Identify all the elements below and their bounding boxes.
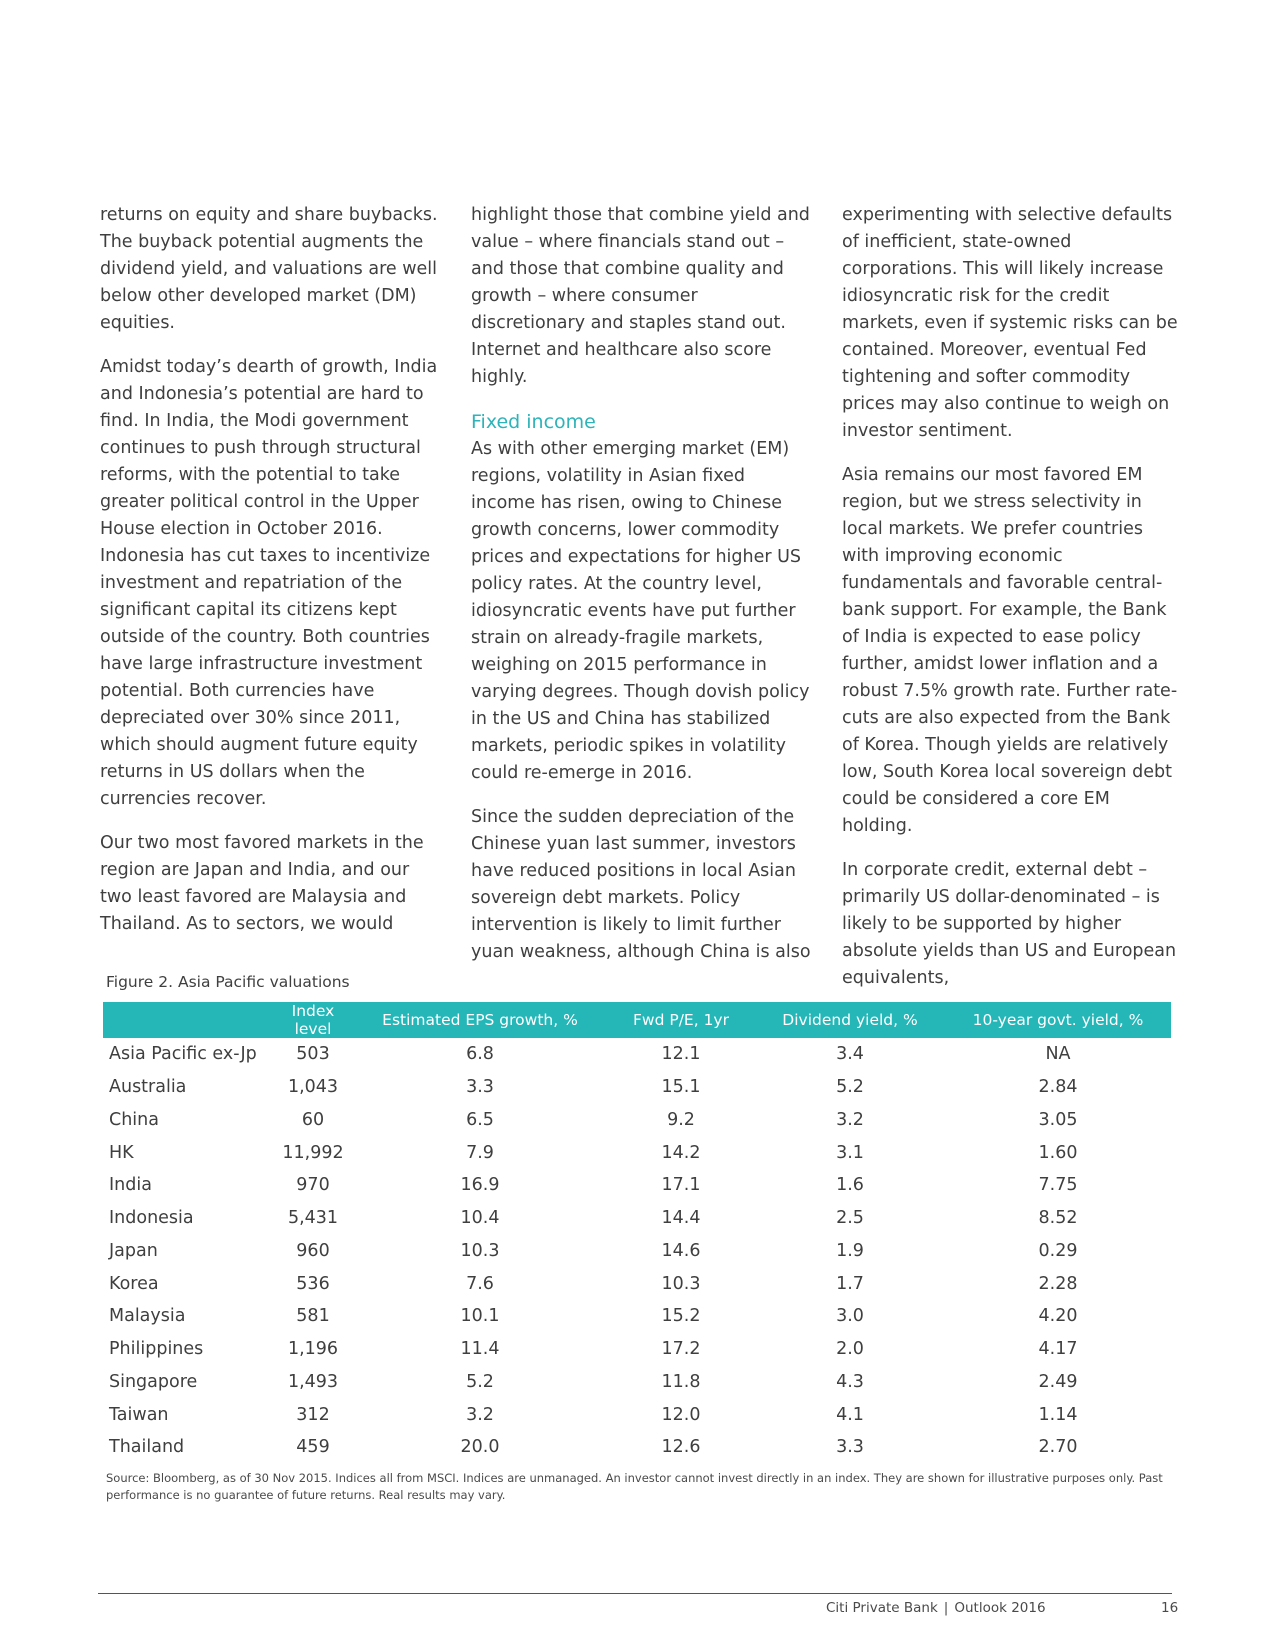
column-3 [842, 202, 1182, 1009]
column-header: 10-year govt. yield, % [945, 1002, 1171, 1038]
country-cell: China [109, 1109, 159, 1130]
value-cell: 60 [301, 1109, 325, 1130]
column-1 [100, 202, 440, 955]
value-cell: 1.14 [1038, 1404, 1078, 1425]
value-cell: 1.60 [1038, 1142, 1078, 1163]
value-cell: 1,043 [287, 1077, 339, 1098]
value-cell: 970 [296, 1175, 330, 1196]
paragraph: highlight those that combine yield and value – where financials stand out – and those that combine quality and growth – where consumer discretionary and staples stand out. Internet and healthcare also score highly. [471, 205, 810, 387]
table-row [103, 1202, 1171, 1235]
country-cell: Indonesia [109, 1208, 194, 1229]
value-cell: 459 [296, 1437, 330, 1458]
country-cell: HK [109, 1142, 134, 1163]
figure-title: Figure 2. Asia Pacific valuations [106, 973, 350, 991]
page-number: 16 [1161, 1600, 1179, 1616]
value-cell: 12.0 [661, 1404, 701, 1425]
country-cell: Singapore [109, 1371, 198, 1392]
value-cell: 10.3 [661, 1273, 701, 1294]
value-cell: 12.1 [661, 1044, 701, 1065]
column-header: Estimated EPS growth, % [353, 1002, 607, 1038]
value-cell: 2.28 [1038, 1273, 1078, 1294]
value-cell: 6.8 [466, 1044, 494, 1065]
footer-title [826, 1600, 1046, 1616]
country-cell: Australia [109, 1077, 187, 1098]
country-cell: Taiwan [109, 1404, 169, 1425]
table-row [103, 1038, 1171, 1071]
value-cell: 14.6 [661, 1240, 701, 1261]
paragraph: In corporate credit, external debt – primarily US dollar-denominated – is likely to be supported by higher absolute yields than US and European equivalents, [842, 860, 1177, 988]
value-cell: 12.6 [661, 1437, 701, 1458]
value-cell: 7.75 [1038, 1175, 1078, 1196]
value-cell: 2.49 [1038, 1371, 1078, 1392]
country-cell: Japan [109, 1240, 158, 1261]
table-row [103, 1300, 1171, 1333]
value-cell: 4.3 [836, 1371, 864, 1392]
value-cell: 536 [296, 1273, 330, 1294]
value-cell: 3.2 [466, 1404, 494, 1425]
paragraph: experimenting with selective defaults of inefficient, state-owned corporations. This will likely increase idiosyncratic risk for the credit markets, even if systemic risks can be contained. Moreover, eventual Fed tightening and softer commodity prices may also continue to weigh on investor sentiment. [842, 205, 1178, 441]
value-cell: 2.84 [1038, 1077, 1078, 1098]
value-cell: 1.9 [836, 1240, 864, 1261]
table-row [103, 1071, 1171, 1104]
value-cell: 14.2 [661, 1142, 701, 1163]
value-cell: 15.2 [661, 1306, 701, 1327]
value-cell: 17.1 [661, 1175, 701, 1196]
value-cell: 8.52 [1038, 1208, 1078, 1229]
column-header: Dividend yield, % [755, 1002, 945, 1038]
value-cell: 2.5 [836, 1208, 864, 1229]
footer-publication: Outlook 2016 [954, 1600, 1046, 1616]
paragraph: Amidst today’s dearth of growth, India and Indonesia’s potential are hard to find. In India, the Modi government continues to push through structural reforms, with the potential to take greater political control in the Upper House election in October 2016. Indonesia has cut taxes to incentivize investment and repatriation of the significant capital its citizens kept outside of the country. Both countries have large infrastructure investment potential. Both currencies have depreciated over 30% since 2011, which should augment future equity returns in US dollars when the currencies recover. [100, 357, 438, 809]
value-cell: 7.6 [466, 1273, 494, 1294]
column-header [103, 1002, 273, 1038]
value-cell: 1.7 [836, 1273, 864, 1294]
table-row [103, 1398, 1171, 1431]
value-cell: 3.2 [836, 1109, 864, 1130]
value-cell: 3.3 [836, 1437, 864, 1458]
value-cell: 5.2 [836, 1077, 864, 1098]
value-cell: 3.4 [836, 1044, 864, 1065]
value-cell: 3.3 [466, 1077, 494, 1098]
column-2 [471, 202, 811, 983]
value-cell: 15.1 [661, 1077, 701, 1098]
value-cell: 11,992 [282, 1142, 344, 1163]
column-header: Fwd P/E, 1yr [607, 1002, 755, 1038]
value-cell: 10.3 [460, 1240, 500, 1261]
table-row [103, 1136, 1171, 1169]
value-cell: 2.0 [836, 1339, 864, 1360]
footer-separator: | [943, 1600, 949, 1616]
value-cell: 1,493 [287, 1371, 339, 1392]
paragraph: Since the sudden depreciation of the Chinese yuan last summer, investors have reduced positions in local Asian sovereign debt markets. Policy intervention is likely to limit further yuan weakness, although China is also [471, 807, 811, 962]
table-row [103, 1267, 1171, 1300]
value-cell: 312 [296, 1404, 330, 1425]
value-cell: 11.4 [460, 1339, 500, 1360]
value-cell: 5.2 [466, 1371, 494, 1392]
section-heading-fixed-income: Fixed income [471, 411, 596, 433]
table-row [103, 1169, 1171, 1202]
value-cell: 503 [296, 1044, 330, 1065]
value-cell: 3.0 [836, 1306, 864, 1327]
country-cell: Thailand [109, 1437, 185, 1458]
table-row [103, 1366, 1171, 1399]
value-cell: 1.6 [836, 1175, 864, 1196]
paragraph: As with other emerging market (EM) regions, volatility in Asian fixed income has risen, owing to Chinese growth concerns, lower commodity prices and expectations for higher US policy rates. At the country level, idiosyncratic events have put further strain on already-fragile markets, weighing on 2015 performance in varying degrees. Though dovish policy in the US and China has stabilized markets, periodic spikes in volatility could re-emerge in 2016. [471, 439, 810, 783]
value-cell: 11.8 [661, 1371, 701, 1392]
value-cell: 10.4 [460, 1208, 500, 1229]
country-cell: Philippines [109, 1339, 204, 1360]
paragraph: Our two most favored markets in the region are Japan and India, and our two least favored are Malaysia and Thailand. As to sectors, we would [100, 833, 424, 934]
value-cell: 9.2 [667, 1109, 695, 1130]
value-cell: 3.1 [836, 1142, 864, 1163]
value-cell: 5,431 [287, 1208, 339, 1229]
valuations-table [103, 1002, 1171, 1464]
value-cell: 10.1 [460, 1306, 500, 1327]
table-row [103, 1333, 1171, 1366]
value-cell: 17.2 [661, 1339, 701, 1360]
value-cell: 2.70 [1038, 1437, 1078, 1458]
value-cell: 581 [296, 1306, 330, 1327]
paragraph: returns on equity and share buybacks. The buyback potential augments the dividend yield, and valuations are well below other developed market (DM) equities. [100, 205, 438, 333]
value-cell: 16.9 [460, 1175, 500, 1196]
value-cell: 3.05 [1038, 1109, 1078, 1130]
value-cell: 14.4 [661, 1208, 701, 1229]
value-cell: 4.17 [1038, 1339, 1078, 1360]
table-row [103, 1104, 1171, 1137]
footer-publisher: Citi Private Bank [826, 1600, 938, 1616]
value-cell: 7.9 [466, 1142, 494, 1163]
value-cell: NA [1045, 1044, 1071, 1065]
country-cell: Asia Pacific ex-Jp [109, 1044, 257, 1065]
value-cell: 0.29 [1038, 1240, 1078, 1261]
value-cell: 960 [296, 1240, 330, 1261]
country-cell: Korea [109, 1273, 159, 1294]
country-cell: India [109, 1175, 152, 1196]
paragraph: Asia remains our most favored EM region, but we stress selectivity in local markets. We prefer countries with improving economic fundamentals and favorable central-bank support. For example, the Bank of India is expected to ease policy further, amidst lower inflation and a robust 7.5% growth rate. Further rate-cuts are also expected from the Bank of Korea. Though yields are relatively low, South Korea local sovereign debt could be considered a core EM holding. [842, 465, 1178, 836]
source-note: Source: Bloomberg, as of 30 Nov 2015. Indices all from MSCI. Indices are unmanaged. An investor cannot invest directly in an index. They are shown for illustrative purposes only. Past performance is no guarantee of future returns. Real results may vary. [106, 1471, 1163, 1502]
column-header: Index level [273, 1002, 353, 1038]
value-cell: 6.5 [466, 1109, 494, 1130]
footer-divider [98, 1593, 1172, 1594]
value-cell: 4.1 [836, 1404, 864, 1425]
table-body [103, 1038, 1171, 1464]
table-header-row [103, 1002, 1171, 1038]
table-row [103, 1235, 1171, 1268]
value-cell: 20.0 [460, 1437, 500, 1458]
table-row [103, 1431, 1171, 1464]
value-cell: 1,196 [287, 1339, 339, 1360]
country-cell: Malaysia [109, 1306, 186, 1327]
value-cell: 4.20 [1038, 1306, 1078, 1327]
